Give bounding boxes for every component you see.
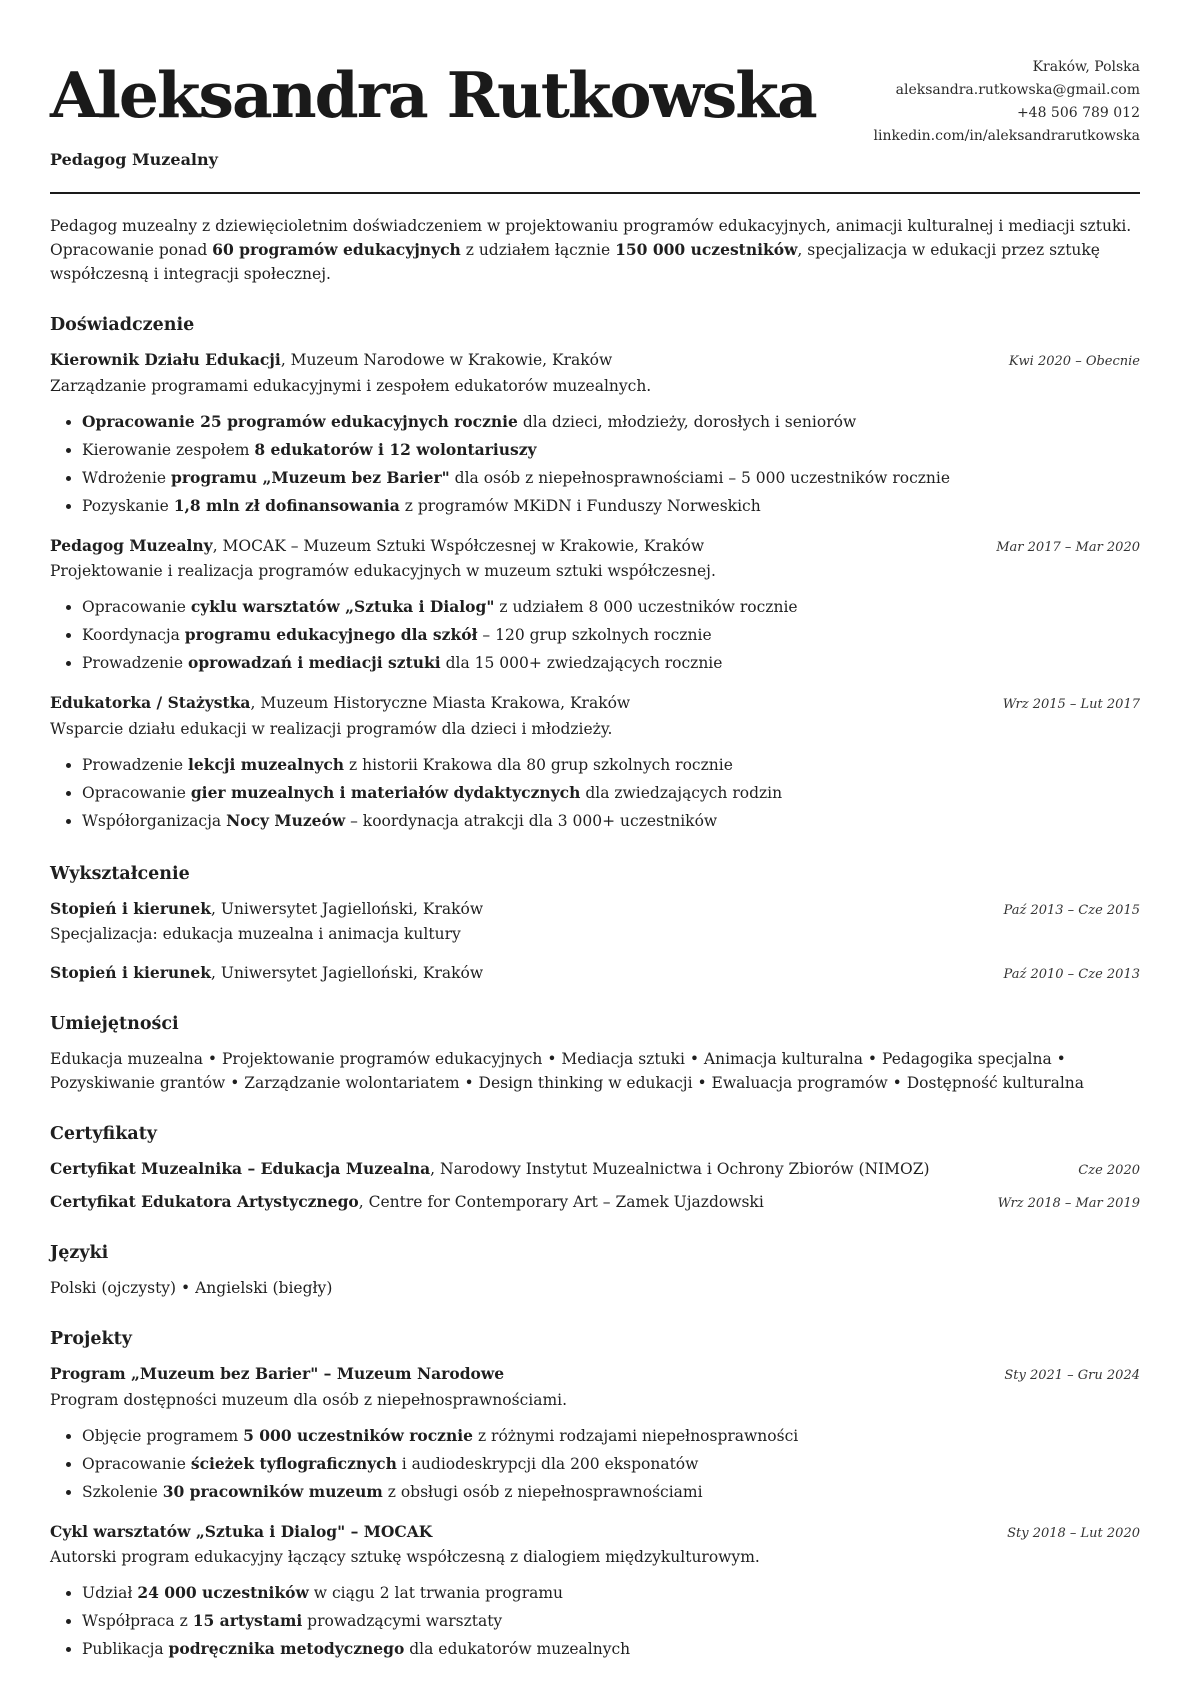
bold-text: oprowadzań i mediacji sztuki [187, 653, 441, 673]
bold-text: Nocy Muzeów [226, 810, 346, 830]
text-span: Pedagog muzealny z dziewięcioletnim doświadczeniem w projektowaniu programów edukacyjnych, animacji kulturalnej i mediacji sztuki. Opracowanie ponad [50, 217, 1132, 260]
bullet-item [82, 408, 1140, 436]
entry-description: Autorski program edukacyjny łączący sztukę współczesną z dialogiem międzykulturowym. [50, 1548, 760, 1567]
text-span: z obsługi osób z niepełnosprawnościami [382, 1482, 703, 1501]
section-title-languages: Języki [50, 1242, 109, 1263]
certificate-issuer: , Narodowy Instytut Muzealnictwa i Ochrony Zbiorów (NIMOZ) [430, 1160, 930, 1179]
experience-entry [50, 691, 1140, 835]
entry-header [50, 534, 1140, 558]
bullet-list [50, 1579, 1140, 1663]
entry-description: Zarządzanie programami edukacyjnymi i zespołem edukatorów muzealnych. [50, 376, 652, 395]
entry-description: Specjalizacja: edukacja muzealna i animacja kultury [50, 925, 461, 944]
identity-block [50, 48, 816, 172]
entry-description: Projektowanie i realizacja programów edukacyjnych w muzeum sztuki współczesnej. [50, 562, 716, 581]
entry-date: Wrz 2015 – Lut 2017 [1002, 697, 1140, 713]
contact-email[interactable]: aleksandra.rutkowska@gmail.com [895, 82, 1140, 98]
bullet-list [50, 751, 1140, 835]
bold-text: 15 artystami [192, 1611, 303, 1631]
resume-header [50, 48, 1140, 172]
text-span: Współorganizacja [82, 811, 227, 830]
text-span: – 120 grup szkolnych rocznie [477, 626, 712, 645]
text-span: Prowadzenie [82, 755, 188, 774]
text-span: z udziałem 8 000 uczestników rocznie [494, 598, 798, 617]
certs-list [50, 1157, 1140, 1214]
bold-text: 150 000 uczestników [615, 240, 798, 260]
skills-text: Edukacja muzealna • Projektowanie programów edukacyjnych • Mediacja sztuki • Animacja kulturalna • Pedagogika specjalna • Pozyskiwanie grantów • Zarządzanie wolontariatem • Design thinking w edukacji • Ewaluacja programów • Dostępność kulturalna [50, 1050, 1085, 1093]
entry-heading [50, 691, 630, 715]
projects-entry [50, 1520, 1140, 1664]
entry-header [50, 961, 1140, 985]
bold-text: cyklu warsztatów „Sztuka i Dialog" [190, 597, 495, 617]
section-title-education: Wykształcenie [50, 863, 190, 884]
job-role: Pedagog Muzealny [50, 150, 218, 170]
contact-linkedin[interactable]: linkedin.com/in/aleksandrarutkowska [873, 128, 1140, 144]
text-span: i audiodeskrypcji dla 200 eksponatów [396, 1454, 699, 1473]
entry-heading [50, 1362, 504, 1386]
summary [50, 214, 1140, 286]
text-span: Pozyskanie [82, 496, 174, 515]
text-span: dla edukatorów muzealnych [404, 1640, 631, 1659]
bold-text: gier muzealnych i materiałów dydaktycznych [190, 782, 581, 802]
text-span: – koordynacja atrakcji dla 3 000+ uczestników [345, 811, 718, 830]
contact-block [873, 56, 1140, 148]
certificate-row [50, 1190, 1140, 1214]
entry-heading [50, 348, 612, 372]
entry-date: Mar 2017 – Mar 2020 [996, 539, 1140, 555]
entry-header [50, 897, 1140, 921]
certificate-heading [50, 1190, 764, 1214]
section-title-certs: Certyfikaty [50, 1124, 157, 1145]
bold-text: 30 pracowników muzeum [162, 1481, 383, 1501]
certificate-title: Certyfikat Edukatora Artystycznego [50, 1191, 359, 1211]
text-span: Współpraca z [82, 1612, 193, 1631]
header-divider [50, 192, 1140, 194]
bullet-item [82, 1579, 1140, 1607]
text-span: Opracowanie [82, 598, 191, 617]
text-span: z historii Krakowa dla 80 grup szkolnych rocznie [344, 755, 733, 774]
bullet-item [82, 807, 1140, 835]
bullet-item [82, 1422, 1140, 1450]
text-span: dla zwiedzających rodzin [580, 783, 783, 802]
text-span: Koordynacja [82, 626, 185, 645]
contact-phone: +48 506 789 012 [1016, 105, 1140, 121]
entry-header [50, 1520, 1140, 1544]
bold-text: 60 programów edukacyjnych [212, 240, 461, 260]
entry-title: Stopień i kierunek [50, 899, 212, 919]
projects-list [50, 1362, 1140, 1663]
bullet-item [82, 779, 1140, 807]
entry-title: Cykl warsztatów „Sztuka i Dialog" – MOCAK [50, 1521, 433, 1541]
bullet-list [50, 1422, 1140, 1506]
entry-organization: , Uniwersytet Jagielloński, Kraków [211, 900, 484, 919]
bold-text: Opracowanie 25 programów edukacyjnych rocznie [82, 411, 518, 431]
entry-heading [50, 897, 483, 921]
entry-title: Edukatorka / Stażystka [50, 693, 251, 713]
entry-date: Kwi 2020 – Obecnie [1008, 354, 1140, 370]
text-span: Opracowanie [82, 783, 191, 802]
bullet-item [82, 751, 1140, 779]
text-span: Szkolenie [82, 1482, 163, 1501]
text-span: dla osób z niepełnosprawnościami – 5 000 uczestników rocznie [449, 468, 951, 487]
section-title-skills: Umiejętności [50, 1013, 179, 1034]
section-title-projects: Projekty [50, 1329, 132, 1350]
text-span: prowadzącymi warsztaty [302, 1612, 503, 1631]
bullet-item [82, 1607, 1140, 1635]
entry-description: Wsparcie działu edukacji w realizacji programów dla dzieci i młodzieży. [50, 719, 613, 738]
experience-list [50, 348, 1140, 835]
experience-entry [50, 348, 1140, 520]
entry-header [50, 691, 1140, 715]
education-list [50, 897, 1140, 985]
entry-heading [50, 961, 483, 985]
entry-date: Paź 2013 – Cze 2015 [1003, 903, 1140, 919]
bullet-item [82, 593, 1140, 621]
bold-text: podręcznika metodycznego [168, 1639, 405, 1659]
certificate-title: Certyfikat Muzealnika – Edukacja Muzealna [50, 1159, 431, 1179]
languages-text: Polski (ojczysty) • Angielski (biegły) [50, 1279, 333, 1298]
entry-date: Paź 2010 – Cze 2013 [1003, 966, 1140, 982]
entry-heading [50, 534, 704, 558]
bullet-item [82, 436, 1140, 464]
text-span: Objęcie programem [82, 1426, 244, 1445]
text-span: Udział [82, 1584, 138, 1603]
bold-text: programu edukacyjnego dla szkół [184, 625, 478, 645]
entry-title: Kierownik Działu Edukacji [50, 350, 281, 370]
text-span: Wdrożenie [82, 468, 171, 487]
entry-organization: , Muzeum Historyczne Miasta Krakowa, Kraków [250, 694, 631, 713]
text-span: Publikacja [82, 1640, 169, 1659]
entry-header [50, 1362, 1140, 1386]
certificate-date: Cze 2020 [1078, 1163, 1140, 1179]
bullet-item [82, 1450, 1140, 1478]
text-span: Kierowanie zespołem [82, 440, 255, 459]
bold-text: 5 000 uczestników rocznie [243, 1425, 474, 1445]
text-span: w ciągu 2 lat trwania programu [308, 1584, 564, 1603]
section-title-experience: Doświadczenie [50, 315, 195, 336]
entry-description: Program dostępności muzeum dla osób z niepełnosprawnościami. [50, 1390, 568, 1409]
certificate-date: Wrz 2018 – Mar 2019 [997, 1195, 1140, 1211]
bullet-item [82, 621, 1140, 649]
entry-organization: , Muzeum Narodowe w Krakowie, Kraków [280, 351, 613, 370]
bullet-list [50, 408, 1140, 520]
text-span: , specjalizacja w edukacji przez sztukę współczesną i integracji społecznej. [50, 241, 1100, 284]
bold-text: ścieżek tyflograficznych [190, 1453, 397, 1473]
text-span: Opracowanie [82, 1454, 191, 1473]
projects-entry [50, 1362, 1140, 1506]
entry-organization: , MOCAK – Muzeum Sztuki Współczesnej w Krakowie, Kraków [212, 536, 705, 555]
certificate-heading [50, 1157, 930, 1181]
education-entry [50, 897, 1140, 947]
entry-title: Stopień i kierunek [50, 962, 212, 982]
text-span: dla 15 000+ zwiedzających rocznie [440, 654, 723, 673]
bullet-item [82, 1635, 1140, 1663]
entry-date: Sty 2018 – Lut 2020 [1007, 1525, 1140, 1541]
bold-text: 24 000 uczestników [137, 1583, 309, 1603]
bold-text: 8 edukatorów i 12 wolontariuszy [254, 439, 537, 459]
text-span: dla dzieci, młodzieży, dorosłych i seniorów [517, 412, 857, 431]
text-span: Prowadzenie [82, 654, 188, 673]
person-name: Aleksandra Rutkowska [50, 58, 816, 132]
entry-organization: , Uniwersytet Jagielloński, Kraków [211, 963, 484, 982]
education-entry [50, 961, 1140, 985]
bullet-item [82, 464, 1140, 492]
entry-header [50, 348, 1140, 372]
contact-location: Kraków, Polska [1032, 59, 1140, 75]
text-span: z różnymi rodzajami niepełnosprawności [473, 1426, 799, 1445]
bold-text: programu „Muzeum bez Barier" [170, 467, 450, 487]
bullet-item [82, 492, 1140, 520]
text-span: z udziałem łącznie [460, 241, 616, 260]
bullet-item [82, 649, 1140, 677]
certificate-issuer: , Centre for Contemporary Art – Zamek Ujazdowski [358, 1192, 764, 1211]
certificate-row [50, 1157, 1140, 1181]
bold-text: 1,8 mln zł dofinansowania [173, 495, 400, 515]
bullet-list [50, 593, 1140, 677]
entry-title: Pedagog Muzealny [50, 535, 213, 555]
bullet-item [82, 1478, 1140, 1506]
text-span: z programów MKiDN i Funduszy Norweskich [399, 496, 761, 515]
entry-title: Program „Muzeum bez Barier" – Muzeum Narodowe [50, 1364, 505, 1384]
entry-date: Sty 2021 – Gru 2024 [1004, 1368, 1140, 1384]
experience-entry [50, 534, 1140, 678]
entry-heading [50, 1520, 432, 1544]
bold-text: lekcji muzealnych [187, 754, 345, 774]
